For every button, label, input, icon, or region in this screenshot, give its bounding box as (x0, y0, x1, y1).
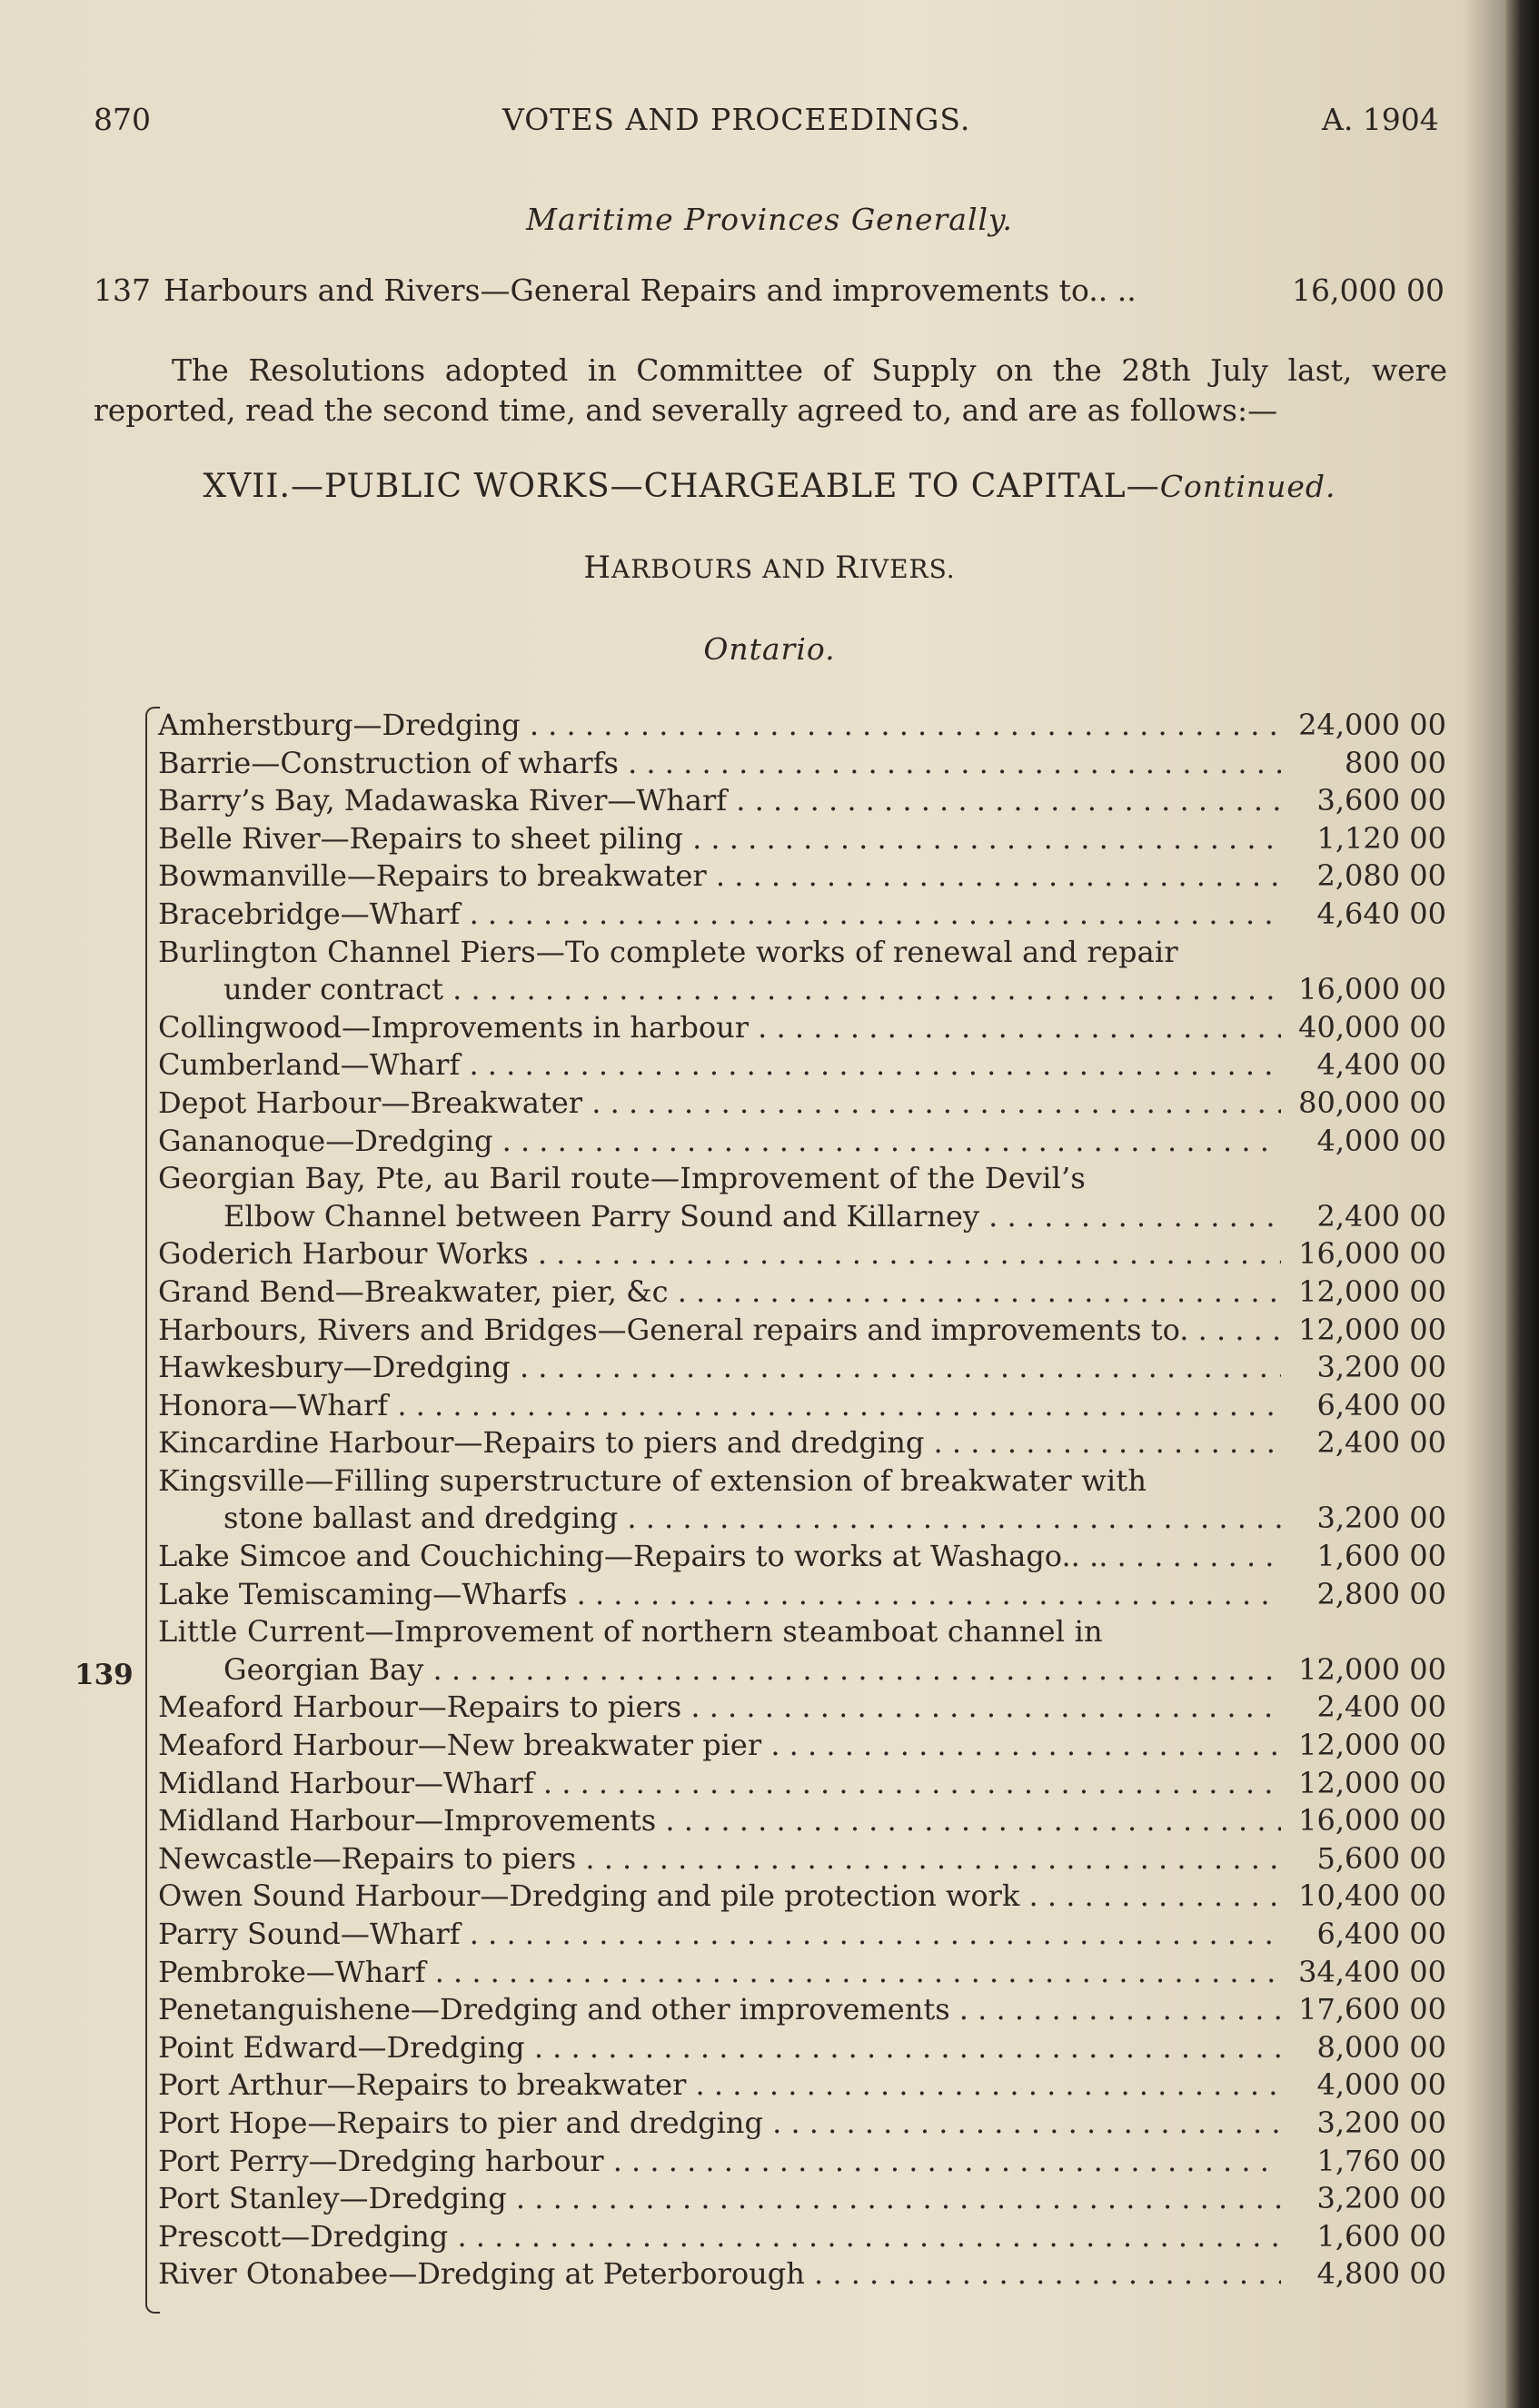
entry-amount: 12,000 00 (1298, 1312, 1446, 1347)
entry-description (145, 1765, 1281, 1803)
entry-amount: 4,640 00 (1316, 896, 1446, 931)
list-item (145, 1198, 1446, 1236)
entry-description (145, 1312, 1281, 1350)
entry-description (145, 971, 1281, 1009)
list-item (145, 1651, 1446, 1690)
entry-amount: 3,200 00 (1316, 2105, 1446, 2140)
entry-description (145, 2180, 1281, 2218)
entry-text: Georgian Bay (223, 1651, 424, 1687)
list-item (145, 1840, 1446, 1878)
list-item (145, 1613, 1446, 1651)
entry-text: Meaford Harbour—Repairs to piers (158, 1690, 682, 1725)
entry-text: Newcastle—Repairs to piers (158, 1840, 577, 1876)
item-137-amount: 16,000 00 (1292, 273, 1445, 308)
entry-description (145, 1198, 1281, 1236)
entry-description (145, 1009, 1281, 1047)
entry-text: Goderich Harbour Works (158, 1236, 529, 1272)
entry-amount: 34,400 00 (1298, 1954, 1446, 1989)
entry-amount: 12,000 00 (1298, 1273, 1446, 1309)
chapter-heading-continued: Continued. (1159, 469, 1336, 504)
entry-amount: 2,800 00 (1316, 1576, 1446, 1611)
entry-description (145, 1538, 1281, 1576)
entry-description (145, 896, 1281, 934)
list-item (145, 896, 1446, 934)
entry-amount: 6,400 00 (1316, 1387, 1446, 1422)
item-137-number: 137 (94, 273, 151, 308)
entry-description (145, 1349, 1281, 1387)
running-title: VOTES AND PROCEEDINGS. (502, 102, 971, 137)
entry-text: Elbow Channel between Parry Sound and Killarney (223, 1198, 979, 1234)
list-item (145, 1727, 1446, 1765)
entry-amount: 1,760 00 (1316, 2143, 1446, 2178)
page-number: 870 (94, 102, 151, 137)
entry-amount: 16,000 00 (1298, 972, 1446, 1007)
list-item (145, 971, 1446, 1009)
entry-description (145, 857, 1281, 896)
entry-text: Georgian Bay, Pte, au Baril route—Improvement of the Devil’s (158, 1161, 1086, 1196)
entry-description (145, 820, 1281, 858)
entry-text: Bowmanville—Repairs to breakwater (158, 858, 707, 894)
list-item (145, 782, 1446, 820)
entry-description (145, 1840, 1281, 1878)
entry-text: Little Current—Improvement of northern steamboat channel in (158, 1614, 1103, 1650)
entry-description (145, 1878, 1281, 1916)
entry-description (145, 1954, 1281, 1992)
entry-text: Midland Harbour—Improvements (158, 1803, 657, 1838)
list-item (145, 1009, 1446, 1047)
list-item (145, 2255, 1446, 2294)
entry-amount: 1,600 00 (1316, 1539, 1446, 1574)
entry-text: Kingsville—Filling superstructure of extension of breakwater with (158, 1462, 1147, 1498)
entry-description (145, 1235, 1281, 1273)
list-item (145, 1273, 1446, 1312)
entry-amount: 1,600 00 (1316, 2218, 1446, 2254)
entry-amount: 16,000 00 (1298, 1803, 1446, 1838)
list-item (145, 2066, 1446, 2105)
entry-amount: 1,120 00 (1316, 820, 1446, 856)
list-item (145, 1160, 1446, 1198)
entry-amount: 4,000 00 (1316, 1123, 1446, 1158)
entry-text: Gananoque—Dredging (158, 1123, 493, 1158)
entry-description (145, 2066, 1281, 2105)
list-item (145, 1123, 1446, 1161)
entry-description (145, 1160, 1281, 1198)
entry-description (145, 1802, 1281, 1840)
list-item (145, 1387, 1446, 1425)
entry-description (145, 2029, 1281, 2067)
entry-amount: 4,800 00 (1316, 2256, 1446, 2292)
list-item (145, 1349, 1446, 1387)
entry-description (145, 2143, 1281, 2181)
entry-amount: 800 00 (1345, 745, 1446, 780)
entry-description (145, 1273, 1281, 1312)
entry-description (145, 2218, 1281, 2256)
entry-text: Belle River—Repairs to sheet piling (158, 820, 683, 856)
list-item (145, 1878, 1446, 1916)
entry-description (145, 1651, 1281, 1690)
entry-text: Cumberland—Wharf (158, 1047, 461, 1083)
entry-text: Parry Sound—Wharf (158, 1917, 461, 1951)
entry-description (145, 1462, 1281, 1501)
province-heading: Ontario. (703, 631, 836, 667)
item-137-text: Harbours and Rivers—General Repairs and improvements to.. .. (164, 273, 1137, 308)
entry-amount: 3,200 00 (1316, 2181, 1446, 2216)
entry-text: Barrie—Construction of wharfs (158, 745, 619, 780)
entry-text: Point Edward—Dredging (158, 2029, 525, 2065)
entry-amount: 2,400 00 (1316, 1425, 1446, 1461)
entry-text: Barry’s Bay, Madawaska River—Wharf (158, 783, 728, 818)
entry-amount: 80,000 00 (1298, 1085, 1446, 1120)
entry-amount: 12,000 00 (1298, 1728, 1446, 1763)
chapter-heading-main: XVII.—PUBLIC WORKS—CHARGEABLE TO CAPITAL— (203, 468, 1160, 505)
entry-text: Kincardine Harbour—Repairs to piers and dredging (158, 1425, 925, 1461)
entry-text: Honora—Wharf (158, 1387, 389, 1422)
entry-text: Pembroke—Wharf (158, 1954, 426, 1989)
entry-amount: 2,080 00 (1316, 858, 1446, 894)
entry-description (145, 1046, 1281, 1085)
entry-text: Penetanguishene—Dredging and other improvements (158, 1992, 950, 2027)
entry-description (145, 1500, 1281, 1538)
entry-text: Lake Temiscaming—Wharfs (158, 1576, 568, 1611)
list-item (145, 707, 1446, 745)
chapter-heading (0, 468, 1539, 505)
entry-text: under contract (223, 972, 443, 1007)
entry-text: Port Arthur—Repairs to breakwater (158, 2067, 687, 2103)
entry-text: Burlington Channel Piers—To complete works of renewal and repair (158, 934, 1178, 969)
section-title: Maritime Provinces Generally. (526, 202, 1013, 237)
list-item (145, 2029, 1446, 2067)
entry-description (145, 1689, 1281, 1727)
list-item (145, 1689, 1446, 1727)
entry-amount: 10,400 00 (1298, 1878, 1446, 1914)
subheading-cap-2: R (835, 550, 859, 586)
entry-description (145, 934, 1281, 972)
entry-amount: 12,000 00 (1298, 1765, 1446, 1800)
entries-list (145, 707, 1446, 2294)
entry-amount: 24,000 00 (1298, 708, 1446, 742)
list-item (145, 1916, 1446, 1954)
entry-description (145, 1916, 1281, 1954)
entry-text: Midland Harbour—Wharf (158, 1765, 534, 1800)
entry-description (145, 745, 1281, 783)
entry-amount: 4,400 00 (1316, 1047, 1446, 1083)
book-spine-shadow (1506, 0, 1539, 2408)
list-item (145, 1576, 1446, 1614)
list-item (145, 745, 1446, 783)
entry-description (145, 782, 1281, 820)
entry-text: Prescott—Dredging (158, 2218, 449, 2254)
entry-amount: 12,000 00 (1298, 1651, 1446, 1687)
subheading-harbours-rivers (0, 550, 1539, 586)
entry-text: Collingwood—Improvements in harbour (158, 1009, 749, 1045)
entry-text: Hawkesbury—Dredging (158, 1350, 511, 1385)
entry-text: Lake Simcoe and Couchiching—Repairs to works at Washago.. .. (158, 1539, 1108, 1574)
list-item (145, 2218, 1446, 2256)
entry-description (145, 1123, 1281, 1161)
list-item (145, 857, 1446, 896)
entry-description (145, 1727, 1281, 1765)
entry-description (145, 2255, 1281, 2294)
entry-text: Bracebridge—Wharf (158, 896, 461, 931)
entry-description (145, 707, 1281, 745)
list-item (145, 1085, 1446, 1123)
entry-text: Port Stanley—Dredging (158, 2181, 507, 2216)
entry-amount: 6,400 00 (1316, 1917, 1446, 1951)
entry-text: Grand Bend—Breakwater, pier, &c (158, 1273, 669, 1309)
entry-text: Depot Harbour—Breakwater (158, 1085, 583, 1120)
resolutions-paragraph: The Resolutions adopted in Committee of Supply on the 28th July last, were reported, read the second time, and severally agreed to, and are as follows:— (94, 352, 1447, 428)
list-item (145, 2105, 1446, 2143)
entry-description (145, 1576, 1281, 1614)
entry-text: Meaford Harbour—New breakwater pier (158, 1728, 762, 1763)
list-item (145, 1046, 1446, 1085)
list-item (145, 2180, 1446, 2218)
entry-amount: 8,000 00 (1316, 2029, 1446, 2065)
entry-amount: 40,000 00 (1298, 1009, 1446, 1045)
list-item (145, 1235, 1446, 1273)
subheading-part-2: IVERS. (859, 554, 956, 584)
entry-text: Owen Sound Harbour—Dredging and pile protection work (158, 1878, 1020, 1914)
entry-text: Port Perry—Dredging harbour (158, 2143, 604, 2178)
vote-item-137 (94, 273, 1445, 308)
entry-amount: 2,400 00 (1316, 1690, 1446, 1725)
entry-text: stone ballast and dredging (223, 1501, 619, 1536)
list-item (145, 1538, 1446, 1576)
list-item (145, 820, 1446, 858)
entry-amount: 2,400 00 (1316, 1198, 1446, 1234)
list-item (145, 1802, 1446, 1840)
list-item (145, 934, 1446, 972)
entry-description (145, 1991, 1281, 2029)
entry-amount: 3,600 00 (1316, 783, 1446, 818)
entry-amount: 3,200 00 (1316, 1350, 1446, 1385)
list-item (145, 1312, 1446, 1350)
entry-text: Port Hope—Repairs to pier and dredging (158, 2105, 763, 2140)
subheading-part-1: ARBOURS AND (611, 554, 836, 584)
list-item (145, 1765, 1446, 1803)
entry-amount: 16,000 00 (1298, 1236, 1446, 1272)
subheading-cap-1: H (583, 550, 611, 586)
entry-description (145, 1424, 1281, 1462)
entry-amount: 4,000 00 (1316, 2067, 1446, 2103)
entry-description (145, 1387, 1281, 1425)
entry-description (145, 1613, 1281, 1651)
list-item (145, 2143, 1446, 2181)
list-item (145, 1991, 1446, 2029)
entry-text: River Otonabee—Dredging at Peterborough (158, 2256, 805, 2292)
list-item (145, 1462, 1446, 1501)
entry-text: Amherstburg—Dredging (158, 708, 521, 742)
entry-amount: 17,600 00 (1298, 1992, 1446, 2027)
list-item (145, 1954, 1446, 1992)
entry-amount: 5,600 00 (1316, 1840, 1446, 1876)
session-year: A. 1904 (1322, 102, 1439, 137)
list-item (145, 1424, 1446, 1462)
entry-description (145, 1085, 1281, 1123)
item-139-number: 139 (74, 1659, 134, 1691)
entry-amount: 3,200 00 (1316, 1501, 1446, 1536)
entry-description (145, 2105, 1281, 2143)
list-item (145, 1500, 1446, 1538)
entry-text: Harbours, Rivers and Bridges—General repairs and improvements to. (158, 1312, 1189, 1347)
